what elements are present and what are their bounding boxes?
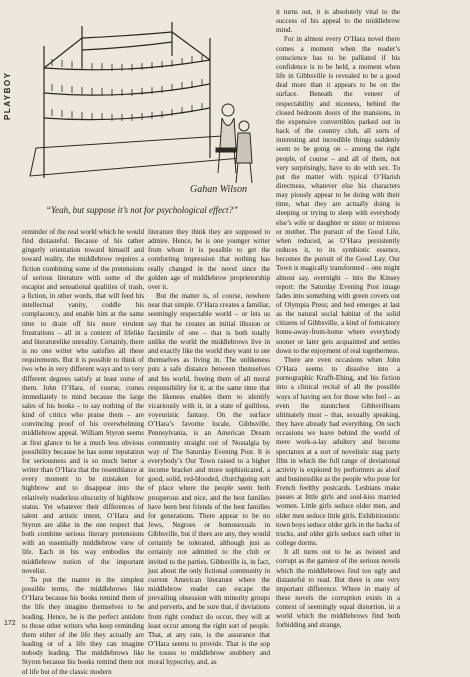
boxing-ring-cartoon <box>22 8 257 198</box>
paragraph: There are even occasions when John O’Hara seems to dissolve into a pornographic Krafft-Ebing, and his fiction into a clinical recital of all the possible ways of having sex for those who feel – as even the staunchest Gibbsvilleans ultimately must – that, sexually speaking, they have already had everything. On such occasions we leave behind the world of mere work-a-lay adultery and become spectators at a sort of novelistic stag party film in which the full range of deviational activity is explored by performers as aloof and businesslike as the people who pose for French feelthy postcards. Lesbians make passes at little girls and soul-kiss married women. Little girls seduce older men, and older men seduce little girls. Exhibitionistic town boys seduce older girls in the backs of trucks, and older girls seduce each other in college dorms. <box>276 355 400 548</box>
ring-rope <box>44 108 210 120</box>
article-column-1 <box>22 228 144 676</box>
two-men-figures <box>216 104 252 183</box>
paragraph: literature they think they are supposed to admire. Hence, he is one younger writer from whom it is possible to get the comforting impression that nothing has really changed in the novel since the golden age of middlebrow proprietorship over it. <box>148 228 270 291</box>
paragraph: But the matter is, of course, nowhere near that simple. O’Hara creates a familiar, seemingly respectable world – or lets us say that he creates an initial illusion or facsimile of one – that is both totally unlike the world the middlebrows live in and exactly like the world they want to see themselves as living in. The unlikeness puts a safe distance between themselves and his world, freeing them of all moral responsibility for it, at the same time that the likeness enables them to identify vicariously with it, in a state of guiltless, voyeuristic fantasy. On the surface O’Hara’s favorite locale, Gibbsville, Pennsylvania, is an American Dream community straight out of Nostalgia by way of The Saturday Evening Post. It is everybody’s Our Town raised to a higher income bracket and more sophisticated, a good, solid, red-blooded, churchgoing sort of place where the people seem both prosperous and nice, and the best families have been best friends of the best families for generations. There appear to be no Jews, Negroes or homosexuals in Gibbsville, but if there are any, they would certainly be tolerated, although just as certainly not admitted to the club or invited to the parties. Gibbsville is, in fact, just about the only fictional community in current American literature where the middlebrow reader can escape the prevailing obsession with minority groups and perverts, and be sure that, if deviations from right conduct do occur, they will at least occur among the right sort of people. That, at any rate, is the assurance that O’Hara seems to provide. That is the sop he tosses to middlebrow snobbery and moral hypocrisy, and, as <box>148 292 270 667</box>
paragraph: it turns out, it is absolutely vital to the success of his appeal to the middlebrow mind. <box>276 8 400 35</box>
article-column-3 <box>276 8 400 628</box>
ring-rope <box>44 84 210 95</box>
cartoonist-signature: Gahan Wilson <box>190 184 247 195</box>
page-number: 172 <box>4 620 16 627</box>
cartoon-drawing <box>22 8 257 198</box>
cartoon-caption: “Yeah, but suppose it’s not for psychological effect?” <box>45 205 238 215</box>
article-column-2 <box>148 228 270 667</box>
paragraph: reminder of the real world which he would find distasteful. Because of his rather gingerly orientation toward himself and toward reality, the middlebrow requires a fiction combining some of the pretensions of serious literature with some of the escapist and sensational qualities of trash, a fiction, in other words, that will feed his intellectual vanity, coddle his complacency, and enable him at the same time to drain off his more virulent frustrations – all in a context of lifelike and literaturelike unreality. Certainly, there is no one writer who satisfies all these requirements. But it is possible to think of two who in very different ways and to very different degrees satisfy at least some of them. John O’Hara, of course, comes immediately to mind because the large sales of his books – to say nothing of the kind of critics who praise them – are convincing proof of his overwhelming middlebrow appeal. William Styron seems at first glance to be a much less obvious possibility because he has some reputation for seriousness and is so much better a writer than O’Hara that the resemblance at every moment to be mistaken for highbrow and to disappear into the relatively readerless obscurity of highbrow status. Yet whatever their differences of talent and artistic intent, O’Hara and Styron are alike in the one respect that both combine serious literary pretensions with an essentially middlebrow view of life. Each in his way embodies the middlebrow notion of the important novelist. <box>22 228 144 575</box>
magazine-sidebar: PLAYBOY <box>3 71 12 120</box>
paragraph: To put the matter in the simplest possible terms, the middlebrows like O’Hara because his books remind them of the life they imagine themselves to be leading. Hence, he is the perfect antidote to those other writers who keep reminding them either of the life they actually are leading or of a life they can imagine nobody leading. The middlebrows like Styron because his books remind them not of life but of the classic modern <box>22 575 144 676</box>
ring-rope <box>44 60 210 70</box>
paragraph: For in almost every O’Hara novel there comes a moment when the reader’s conscience has to be palliated if his confidence is to be held, a moment when life in Gibbsville is revealed to be a good deal more than it appears to be on the surface. Beneath the veneer of respectability and niceness, behind the closed bedroom doors of the mansions, in the expensive convertibles parked out in back of the country club, all sorts of interesting and incredible things suddenly seem to be going on – among the right people, of course – and all of them, not very surprisingly, have to do with sex. To put the matter with typical O’Harish directness, whatever else his characters may piously appear to be doing with their time, what they are actually doing is sleeping or trying to sleep with everybody else’s wife or daughter or sister or mistress or mother. The pursuit of the Good Life, when reduced, as O’Hara persistently reduces it, to its symbiotic essence, becomes the pursuit of the Good Lay. Our Town is magically transformed – one might almost say, overnight – into the Kinsey report: the Saturday Evening Post image fades into something with green covers out of Olympia Press; and bed emerges at last as the natural social habitat of the solid citizens of Gibbsville, a kind of fornicatory home-away-from-home where everybody sooner or later gets acquainted and settles down to the enjoyment of real togetherness. <box>276 35 400 355</box>
paragraph: It all turns out to be as twisted and corrupt as the gamiest of the serious novels which the middlebrows find too ugly and distasteful to read. But there is one very important difference. Where in many of these novels the corruption exists in a context of seemingly equal distortion, in a world which the middlebrows find both forbidding and strange, <box>276 548 400 630</box>
